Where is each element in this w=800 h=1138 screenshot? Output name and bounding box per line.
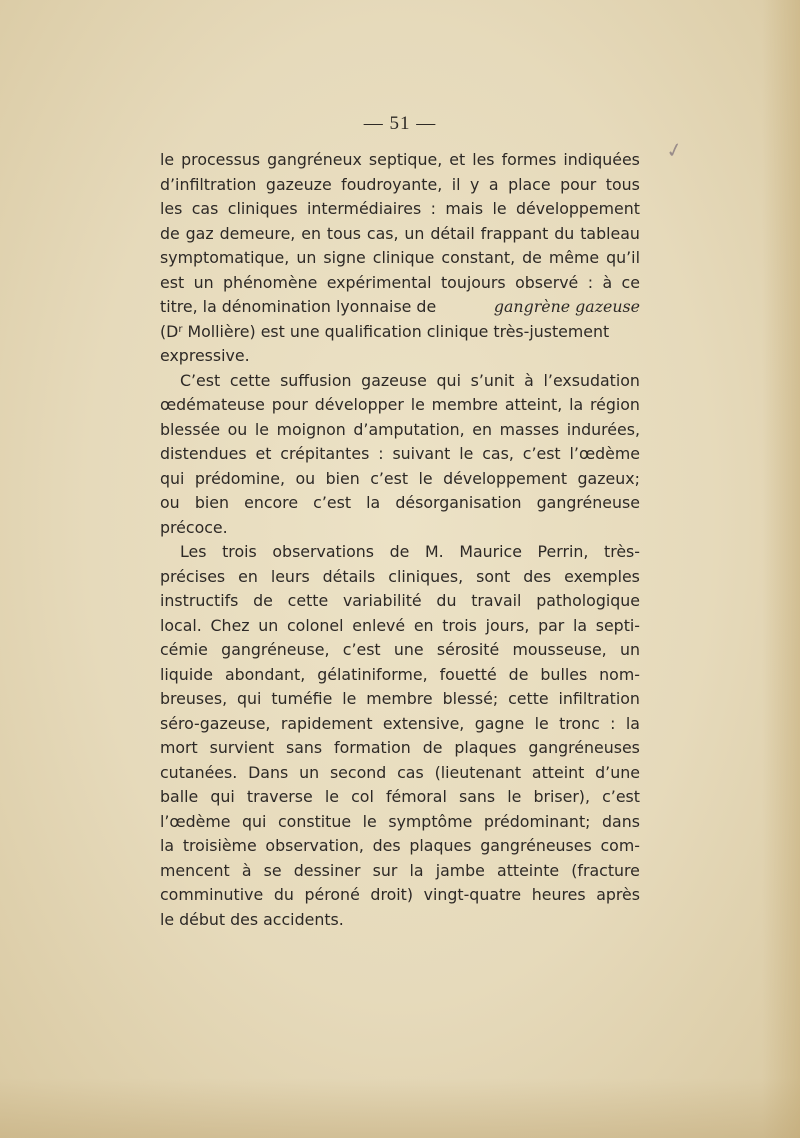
word: observations [272, 542, 375, 561]
word: place [508, 174, 551, 194]
word: extensive, [382, 713, 465, 733]
word: membre [366, 689, 433, 708]
word: demeure, [219, 223, 296, 243]
word: fémoral [385, 787, 447, 806]
word: gélatiniforme, [317, 664, 428, 684]
word: qu’il [606, 248, 640, 267]
word: distendues [160, 444, 247, 463]
word: qui [160, 468, 185, 488]
word: Maurice [459, 542, 522, 561]
word: membre [431, 395, 499, 414]
word: la [569, 395, 584, 414]
word: tous [326, 223, 361, 243]
word: le [254, 419, 270, 439]
word: a [488, 174, 499, 194]
text-line [160, 712, 640, 737]
word: suffusion [280, 370, 352, 390]
word: d’amputation, [353, 419, 465, 439]
word: gangréneux [267, 150, 362, 169]
word: de [389, 542, 410, 561]
word: exemples [564, 566, 640, 586]
text-line [160, 834, 640, 859]
word: en [301, 223, 321, 243]
word: un [404, 223, 425, 243]
word: d’une [595, 762, 640, 782]
word: Les [180, 542, 207, 561]
word: constant, [441, 248, 516, 267]
word: vingt-quatre [423, 885, 522, 904]
word: C’est [180, 370, 221, 390]
word: blessé; [442, 689, 499, 708]
word: heures [531, 885, 586, 904]
word: infiltration [558, 689, 640, 708]
word: Dans [248, 762, 289, 782]
text-line [160, 467, 640, 492]
word: mencent [160, 860, 230, 880]
word: en [238, 566, 258, 586]
word: jours, [485, 615, 530, 635]
word: troisième [182, 836, 257, 855]
word: le [342, 689, 357, 708]
word: breuses, [160, 689, 228, 708]
text-line [160, 442, 640, 467]
word: cémie [160, 640, 208, 659]
word: détails [322, 566, 376, 586]
word: plaques [409, 836, 472, 855]
word: indiquées [563, 150, 640, 169]
word: tronc [559, 713, 600, 733]
text-line [160, 663, 640, 688]
text-line [160, 785, 640, 810]
word: tuméfie [271, 689, 333, 708]
word: et [449, 150, 466, 169]
word: mort [160, 738, 198, 757]
word: M. [425, 542, 444, 561]
word: de [522, 248, 542, 267]
word: l’exsudation [543, 370, 640, 390]
word: variabilité [342, 591, 422, 610]
word: atteint [531, 762, 585, 782]
word: le [160, 150, 175, 169]
word: l’œdème [569, 444, 640, 463]
word: par [538, 615, 565, 635]
word: cas, [482, 444, 514, 463]
word: dessiner [293, 860, 361, 880]
word: atteint, [504, 395, 563, 414]
word: désorganisation [395, 493, 522, 512]
word: cette [508, 689, 549, 708]
word: moignon [276, 419, 346, 439]
word: le [507, 787, 522, 806]
word: à [602, 272, 613, 292]
word: symptomatique, [160, 248, 290, 267]
word: bien [194, 493, 229, 512]
text-line [160, 393, 640, 418]
word: toujours [440, 272, 506, 292]
word: mais [445, 199, 484, 218]
word: gazeuze [265, 174, 332, 194]
word: œdémateuse [160, 395, 265, 414]
word: même [548, 248, 600, 267]
word: bien [325, 468, 360, 488]
word: ou [160, 493, 180, 512]
word: encore [244, 493, 299, 512]
word: à [241, 860, 252, 880]
word: pathologique [536, 591, 640, 610]
word: de [422, 738, 443, 757]
word: le [459, 444, 474, 463]
text-line [160, 222, 640, 247]
word: observé [515, 272, 579, 292]
text-line [160, 638, 640, 663]
word: en [472, 419, 493, 439]
word: gazeux; [577, 468, 640, 488]
word: prédominant; [483, 811, 591, 831]
italic-term: gangrène gazeuse [493, 297, 640, 316]
word: com- [600, 836, 640, 855]
word: bulles [540, 664, 588, 684]
word: d’infiltration [160, 174, 257, 194]
text-line [160, 687, 640, 712]
word: le [324, 787, 339, 806]
text-line [160, 589, 640, 614]
word: nom- [599, 664, 640, 684]
text-line [160, 736, 640, 761]
margin-check-mark: ✓ [663, 136, 686, 164]
word: (lieutenant [434, 762, 522, 782]
word: du [436, 591, 457, 610]
word: gazeuse [361, 370, 427, 390]
text-line [160, 246, 640, 271]
word: la [572, 615, 588, 635]
word: qui [242, 811, 267, 831]
word: liquide [160, 664, 213, 684]
word: blessée [160, 419, 221, 439]
word: gangréneuse, [221, 640, 330, 659]
word: les [160, 199, 183, 218]
word: droit) [370, 885, 414, 904]
word: prédomine, [194, 468, 286, 488]
text-line [160, 859, 640, 884]
word: de [160, 223, 180, 243]
word: y [470, 174, 480, 194]
word: atteinte [497, 860, 560, 880]
word: pour [271, 395, 308, 414]
word: cas, [366, 223, 399, 243]
word: tous [605, 174, 640, 194]
word: le [362, 811, 377, 831]
word: sont [476, 566, 511, 586]
word: le [534, 713, 549, 733]
word: sérosité [436, 640, 500, 659]
word: survient [209, 738, 275, 757]
word: un [193, 272, 214, 292]
word: le [418, 468, 433, 488]
word: rapidement [280, 713, 373, 733]
word: dans [602, 811, 640, 831]
word: foudroyante, [341, 174, 443, 194]
text-line [160, 883, 640, 908]
word: signe [323, 248, 366, 267]
word: expérimental [326, 272, 432, 292]
word: sans [285, 738, 323, 757]
word: très- [604, 542, 640, 561]
word: cette [229, 370, 271, 390]
word: crépitantes [280, 444, 370, 463]
text-line [160, 761, 640, 786]
word: développer [314, 395, 404, 414]
word: sur [372, 860, 398, 880]
word: c’est [602, 787, 640, 806]
word: du [554, 223, 575, 243]
word: détail [430, 223, 475, 243]
word: gangréneuses [480, 836, 592, 855]
word: de [508, 664, 529, 684]
word: trois [442, 615, 477, 635]
word: Perrin, [537, 542, 589, 561]
word: la [409, 860, 424, 880]
text-line: ($D^r$ Mollière) est une qualification clinique très-justement [160, 321, 610, 341]
word: cas [397, 762, 424, 782]
text-line: précoce. [160, 517, 228, 537]
word: une [393, 640, 424, 659]
word: mousseuse, [512, 640, 607, 659]
word: c’est [313, 493, 352, 512]
word: formation [334, 738, 411, 757]
word: un [299, 762, 320, 782]
page-number: — 51 — [363, 113, 437, 134]
word: processus [181, 150, 261, 169]
word: qui [210, 787, 235, 806]
word: du [273, 885, 294, 904]
word: observation, [265, 836, 364, 855]
word: est [160, 272, 185, 292]
word: symptôme [388, 811, 473, 831]
word: sans [458, 787, 496, 806]
word: clinique [372, 248, 435, 267]
word: plaques [454, 738, 517, 757]
word: après [596, 885, 640, 904]
word: de [253, 591, 273, 610]
word: pour [560, 174, 597, 194]
word: col [351, 787, 374, 806]
word: péroné [304, 885, 360, 904]
word: cutanées. [160, 762, 238, 782]
word: indurées, [566, 419, 640, 439]
text-line [160, 148, 640, 173]
word: constitue [278, 811, 352, 831]
word: septique, [368, 150, 443, 169]
word: abondant, [224, 664, 306, 684]
text-line [160, 418, 640, 443]
word: un [619, 640, 640, 659]
text-line [160, 197, 640, 222]
word: tableau [580, 223, 640, 243]
word: septi- [595, 615, 640, 635]
word: travail [471, 591, 522, 610]
word: séro-gazeuse, [160, 713, 271, 733]
word: formes [501, 150, 557, 169]
word: les [472, 150, 495, 169]
word: second [329, 762, 387, 782]
paragraph-start [160, 369, 640, 394]
word: l’œdème [160, 811, 231, 831]
word: leurs [270, 566, 310, 586]
word: gaz [185, 223, 214, 243]
word: gagne [474, 713, 525, 733]
word: masses [499, 419, 560, 439]
word: : [378, 444, 384, 463]
word: traverse [246, 787, 313, 806]
word: le [492, 199, 507, 218]
text-line: titre, la dénomination lyonnaise de gangrène gazeuse [160, 295, 640, 320]
word: ou [227, 419, 248, 439]
word: en [413, 615, 434, 635]
word: suivant [392, 444, 451, 463]
text-line [160, 565, 640, 590]
word: cette [287, 591, 329, 610]
word: Chez [210, 615, 250, 635]
word: briser), [533, 787, 590, 806]
word: frappant [480, 223, 549, 243]
word: trois [222, 542, 257, 561]
word: des [372, 836, 401, 855]
word: cliniques [227, 199, 298, 218]
text-line [160, 491, 640, 516]
page-bottom-shadow [0, 1078, 800, 1138]
word: : [610, 713, 616, 733]
word: intermédiaires [307, 199, 422, 218]
page-edge-shadow [762, 0, 800, 1138]
word: qui [237, 689, 262, 708]
text-line [160, 614, 640, 639]
word: et [255, 444, 272, 463]
word: qui [436, 370, 461, 390]
word: la [625, 713, 640, 733]
word: c’est [522, 444, 561, 463]
word: se [263, 860, 282, 880]
word: comminutive [160, 885, 264, 904]
text-line: le début des accidents. [160, 909, 344, 929]
word: instructifs [160, 591, 239, 610]
word: : [430, 199, 436, 218]
word: local. [160, 615, 202, 635]
text-line: expressive. [160, 346, 250, 365]
word: précises [160, 566, 226, 586]
body-text [160, 148, 640, 932]
text-line [160, 810, 640, 835]
word: colonel [287, 615, 344, 635]
word: ou [295, 468, 316, 488]
word: développement [443, 468, 568, 488]
word: à [524, 370, 534, 390]
word: s’unit [470, 370, 515, 390]
word: il [451, 174, 461, 194]
word: jambe [435, 860, 485, 880]
word: phénomène [223, 272, 318, 292]
word: c’est [342, 640, 381, 659]
word: enlevé [352, 615, 406, 635]
word: des [523, 566, 552, 586]
word: balle [160, 787, 199, 806]
word: région [589, 395, 640, 414]
word: le [410, 395, 425, 414]
word: la [366, 493, 381, 512]
word: c’est [370, 468, 409, 488]
word: un [296, 248, 317, 267]
text-line [160, 271, 640, 296]
word: cas [191, 199, 219, 218]
word: : [587, 272, 594, 292]
word: cliniques, [388, 566, 464, 586]
word: la [160, 836, 175, 855]
word: ce [621, 272, 640, 292]
word: gangréneuse [536, 493, 640, 512]
text-line [160, 173, 640, 198]
paragraph-start [160, 540, 640, 565]
word: fouetté [439, 664, 497, 684]
word: gangréneuses [528, 738, 640, 757]
word: un [258, 615, 279, 635]
word: développement [516, 199, 640, 218]
word: (fracture [571, 860, 640, 880]
